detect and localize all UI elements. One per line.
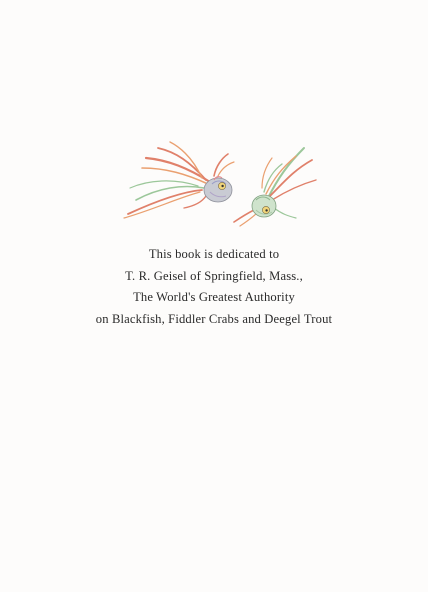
dedication-line: on Blackfish, Fiddler Crabs and Deegel Trout (95, 311, 333, 326)
fish-illustration (118, 138, 318, 230)
dedication-line: T. R. Geisel of Springfield, Mass., (125, 268, 303, 283)
left-fish-icon (124, 142, 234, 218)
dedication-line: This book is dedicated to (148, 247, 280, 261)
right-fish-icon (234, 148, 316, 226)
dedication-text (0, 244, 428, 330)
dedication-line: The World's Greatest Authority (133, 290, 295, 304)
